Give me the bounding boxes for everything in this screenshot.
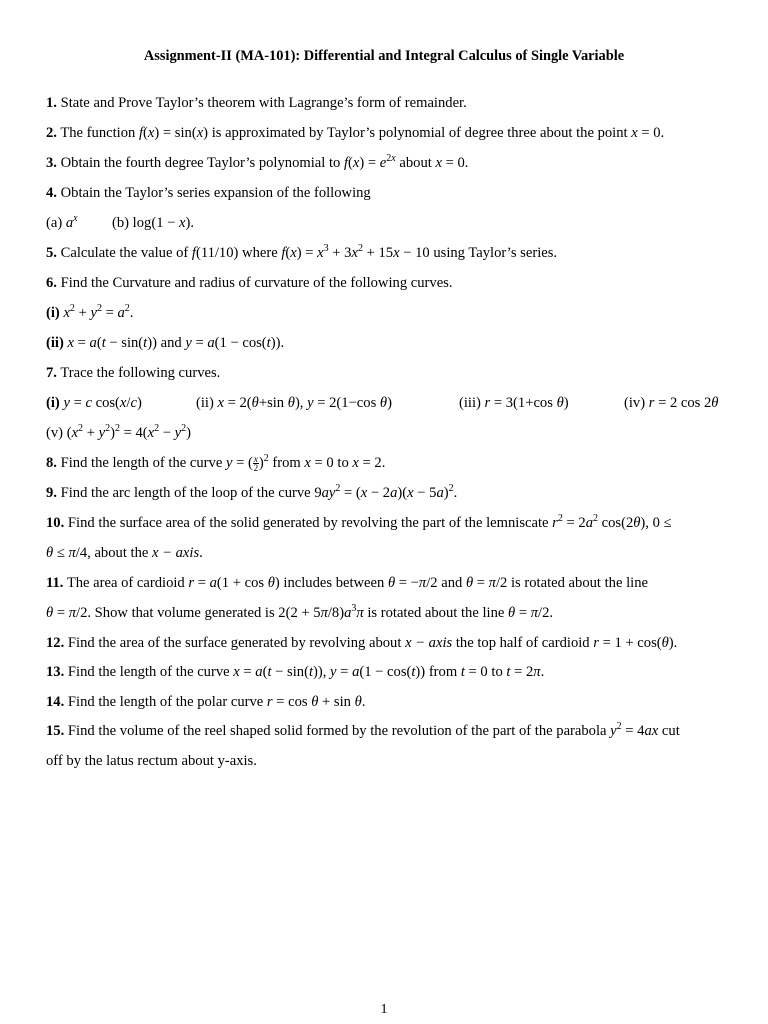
part-label: (b) [112, 215, 130, 231]
math-expression: y = a(1 − cos(t)). [185, 335, 285, 351]
part-label: (a) [46, 215, 63, 231]
question-text: Find the length of the polar curve [67, 694, 264, 710]
question-number: 10. [46, 515, 65, 531]
question-number: 1. [46, 95, 57, 111]
question-text: Find the Curvature and radius of curvature of the following curves. [60, 275, 453, 291]
part-b: (b) log(1 − x). [112, 215, 195, 231]
part-iv: (iv) r = 2 cos 2θ [624, 395, 719, 411]
question-text: Obtain the Taylor’s series expansion of the following [60, 185, 371, 201]
math-expression: θ ≤ π/4, [46, 545, 91, 561]
part-ii: (ii) x = 2(θ+sin θ), y = 2(1−cos θ) [196, 395, 392, 411]
question-11: 11. The area of cardioid r = a(1 + cos θ) includes between θ = −π/2 and θ = π/2 is rotated about the line [46, 575, 648, 591]
question-number: 14. [46, 694, 65, 710]
part-i: (i) y = c cos(x/c) [46, 395, 142, 411]
question-text: Find the length of the curve [60, 455, 223, 471]
math-expression: x − axis [405, 635, 453, 651]
math-expression: r = a(1 + cos θ) [188, 575, 280, 591]
question-4 [46, 184, 716, 202]
math-expression: t = 0 [460, 664, 488, 680]
question-9 [46, 484, 716, 502]
math-expression: $f(x) = e^{2x}$ [343, 153, 396, 171]
question-6-part-i [46, 304, 716, 322]
question-text: Find the arc length of the loop of the curve [60, 485, 311, 501]
question-6-part-ii: (ii) x = a(t − sin(t)) and y = a(1 − cos(t)). [46, 335, 285, 351]
question-10 [46, 514, 716, 532]
question-text: The function [60, 125, 136, 141]
question-text: about [399, 155, 432, 171]
question-3 [46, 154, 716, 172]
math-expression: θ = π/2. [508, 605, 554, 621]
math-expression: y = ( $\frac{x}{2}$ )$^2$ [225, 453, 269, 474]
question-text: State and Prove Taylor’s theorem with Lagrange’s form of remainder. [60, 95, 467, 111]
math-expression: $9ay^2 = (x - 2a)(x - 5a)^2$. [314, 483, 458, 501]
question-7-parts [46, 394, 719, 412]
question-14 [46, 693, 716, 711]
question-7-part-v: (v) $(x^2 + y^2)^2 = 4(x^2 - y^2)$ [46, 423, 191, 441]
question-number: 2. [46, 125, 57, 141]
part-label: (ii) [46, 335, 64, 351]
question-number: 15. [46, 723, 65, 739]
question-1 [46, 94, 716, 112]
math-expression: f [138, 125, 144, 141]
question-text: where [242, 245, 278, 261]
question-text: Trace the following curves. [60, 365, 221, 381]
question-text: Find the volume of the reel shaped solid formed by the revolution of the part of the parabola [67, 723, 607, 739]
math-expression: θ = π/2 [465, 575, 508, 591]
question-text: Obtain the fourth degree Taylor’s polynomial to [60, 155, 341, 171]
question-number: 4. [46, 185, 57, 201]
question-text: using Taylor’s series. [433, 245, 558, 261]
part-iii: (iii) r = 3(1+cos θ) [459, 395, 569, 411]
question-4-parts [46, 214, 716, 232]
question-number: 6. [46, 275, 57, 291]
math-expression: $a^x$ [65, 213, 78, 231]
question-number: 9. [46, 485, 57, 501]
math-expression: r = 1 + cos(θ). [593, 635, 678, 651]
math-expression: $x^2 + y^2 = a^2$. [63, 303, 134, 321]
question-text: is approximated by Taylor’s polynomial of degree three about the point [211, 125, 628, 141]
question-number: 12. [46, 635, 65, 651]
part-label: (i) [46, 305, 60, 321]
question-10-cont: θ ≤ π/4, about the x − axis. [46, 545, 203, 561]
question-number: 7. [46, 365, 57, 381]
math-expression: x − axis. [152, 545, 203, 561]
math-expression: x = a(t − sin(t)) [67, 335, 157, 351]
math-expression: $f(x) = x^3 + 3x^2 + 15x - 10$ [281, 243, 430, 261]
question-text: The area of cardioid [66, 575, 185, 591]
question-15-cont [46, 752, 716, 770]
question-7 [46, 364, 716, 382]
math-expression: $y^2 = 4ax$ [610, 721, 659, 739]
question-text: Calculate the value of [60, 245, 189, 261]
question-text: Find the surface area of the solid generated by revolving the part of the lemniscate [67, 515, 549, 531]
math-expression: θ = π/2. [46, 605, 92, 621]
math-expression: x = 0. [435, 155, 469, 171]
question-text: Find the length of the curve [67, 664, 230, 680]
question-15: 15. Find the volume of the reel shaped solid formed by the revolution of the part of the parabola $y^2 = 4ax$ cut [46, 721, 680, 739]
math-expression: x = 2. [352, 455, 386, 471]
question-number: 8. [46, 455, 57, 471]
math-expression: $(x^2 + y^2)^2 = 4(x^2 - y^2)$ [66, 423, 191, 441]
math-expression: $r^2 = 2a^2$ cos(2θ), 0 ≤ [552, 513, 672, 531]
math-expression: θ = −π/2 [387, 575, 438, 591]
question-text: off by the latus rectum about y-axis. [46, 753, 257, 769]
math-expression: x = 0 [304, 455, 334, 471]
question-6 [46, 274, 716, 292]
page-title: Assignment-II (MA-101): Differential and Integral Calculus of Single Variable [143, 48, 625, 64]
math-expression: f(11/10) [191, 245, 239, 261]
math-expression: r = cos θ + sin θ. [266, 694, 366, 710]
page-number: 1 [380, 1002, 388, 1017]
question-5 [46, 244, 716, 262]
question-8: 8. Find the length of the curve y = ( $\frac{x}{2}$ )$^2$ from x = 0 to x = 2. [46, 453, 386, 474]
question-12: 12. Find the area of the surface generated by revolving about x − axis the top half of cardioid r = 1 + cos(θ). [46, 635, 678, 651]
question-number: 11. [46, 575, 64, 591]
math-expression: $2(2 + 5\pi/8)a^3\pi$ [278, 603, 364, 621]
question-13: 13. Find the length of the curve x = a(t − sin(t)), y = a(1 − cos(t)) from t = 0 to t = 2π. [46, 664, 545, 680]
math-expression: t = 2π. [506, 664, 545, 680]
question-text: Find the area of the surface generated by revolving about [67, 635, 402, 651]
question-number: 13. [46, 664, 65, 680]
question-11-cont: θ = π/2. Show that volume generated is $2(2 + 5\pi/8)a^3\pi$ is rotated about the line θ = π/2. [46, 603, 554, 621]
math-expression: x = a(t − sin(t)), y = a(1 − cos(t)) [233, 664, 426, 680]
question-number: 5. [46, 245, 57, 261]
question-2: 2. The function f(x) = sin(x) is approximated by Taylor’s polynomial of degree three about the point x = 0. [46, 125, 665, 141]
math-expression: x [631, 125, 638, 141]
question-number: 3. [46, 155, 57, 171]
